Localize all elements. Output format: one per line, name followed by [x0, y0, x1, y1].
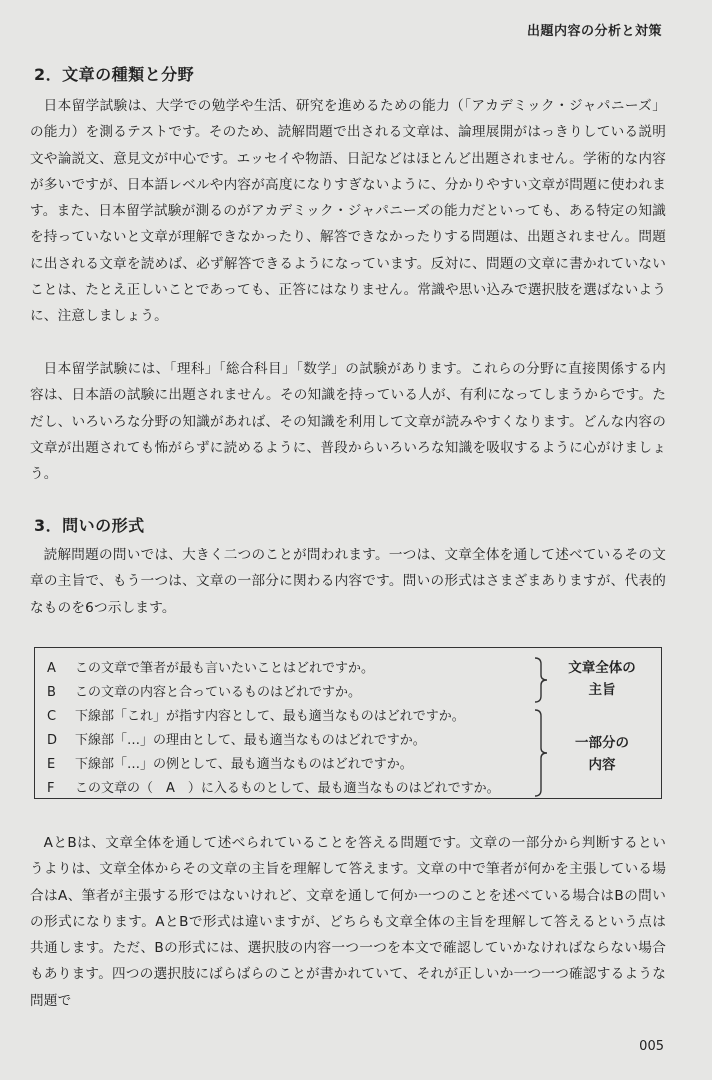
question-text: この文章で筆者が最も言いたいことはどれですか。 [75, 661, 375, 676]
group-1-label [557, 657, 647, 701]
question-letter: D [47, 733, 58, 748]
group-2-label-line-1: 一部分の [575, 735, 629, 751]
section-3-paragraph-2: AとBは、文章全体を通して述べられていることを答える問題です。文章の一部分から判断するというよりは、文章全体からその文章の主旨を理解して答えます。文章の中で筆者が何かを主張している場合はA、筆者が主張する形ではないけれど、文章を通して何か一つのことを述べている場合はBの問いの形式になります。AとBで形式は違いますが、どちらも文章全体の主旨を理解して答えるという点は共通します。ただ、Bの形式には、選択肢の内容一つ一つを本文で確認していかなければならない場合もあります。四つの選択肢にばらばらのことが書かれていて、それが正しいか一つ一つ確認するような問題で [30, 835, 666, 1009]
question-format-box [34, 647, 662, 799]
question-row-a [47, 658, 374, 680]
question-text: 下線部「これ」が指す内容として、最も適当なものはどれですか。 [75, 709, 465, 724]
question-letter: B [47, 685, 56, 700]
question-row-f [47, 778, 500, 800]
question-text: 下線部「…」の理由として、最も適当なものはどれですか。 [75, 733, 426, 748]
section-2-paragraph-1: 日本留学試験は、大学での勉学や生活、研究を進めるための能力（「アカデミック・ジャパニーズ」の能力）を測るテストです。そのため、読解問題で出される文章は、論理展開がはっきりしている説明文や論説文、意見文が中心です。エッセイや物語、日記などはほとんど出題されません。学術的な内容が多いですが、日本語レベルや内容が高度になりすぎないように、分かりやすい文章が問題に使われます。また、日本留学試験が測るのがアカデミック・ジャパニーズの能力だといっても、ある特定の知識を持っていないと文章が理解できなかったり、解答できなかったりする問題は、出題されません。問題に出される文章を読めば、必ず解答できるようになっています。反対に、問題の文章に書かれていないことは、たとえ正しいことであっても、正答にはなりません。常識や思い込みで選択肢を選ばないように、注意しましょう。 [30, 98, 666, 325]
question-text: 下線部「…」の例として、最も適当なものはどれですか。 [75, 757, 413, 772]
question-row-d [47, 730, 426, 752]
question-text: この文章の内容と合っているものはどれですか。 [75, 685, 362, 700]
question-row-e [47, 754, 413, 776]
question-letter: E [47, 757, 56, 772]
section-2-heading: 2．文章の種類と分野 [34, 65, 195, 84]
running-header: 出題内容の分析と対策 [526, 24, 662, 39]
question-letter: C [47, 709, 57, 724]
section-3-paragraph-1: 読解問題の問いでは、大きく二つのことが問われます。一つは、文章全体を通して述べているその文章の主旨で、もう一つは、文章の一部分に関わる内容です。問いの形式はさまざまありますが、代表的なものを6つ示します。 [30, 547, 666, 616]
section-2-paragraph-2: 日本留学試験には、「理科」「総合科目」「数学」の試験があります。これらの分野に直接関係する内容は、日本語の試験に出題されません。その知識を持っている人が、有利になってしまうからです。ただし、いろいろな分野の知識があれば、その知識を利用して文章が読みやすくなります。どんな内容の文章が出題されても怖がらずに読めるように、普段からいろいろな知識を吸収するように心がけましょう。 [30, 361, 666, 483]
group-2-label [557, 732, 647, 776]
question-row-b [47, 682, 361, 704]
section-3-heading: 3．問いの形式 [34, 516, 145, 535]
question-letter: A [47, 661, 56, 676]
group-2-label-line-2: 内容 [588, 757, 616, 773]
group-1-label-line-1: 文章全体の [568, 660, 636, 676]
question-row-c [47, 706, 465, 728]
page-number: 005 [639, 1039, 664, 1054]
brace-group-1-icon [533, 656, 549, 704]
question-text: この文章の（ A ）に入るものとして、最も適当なものはどれですか。 [75, 781, 500, 796]
question-letter: F [47, 781, 55, 796]
brace-group-2-icon [533, 708, 549, 798]
group-1-label-line-2: 主旨 [588, 682, 616, 698]
